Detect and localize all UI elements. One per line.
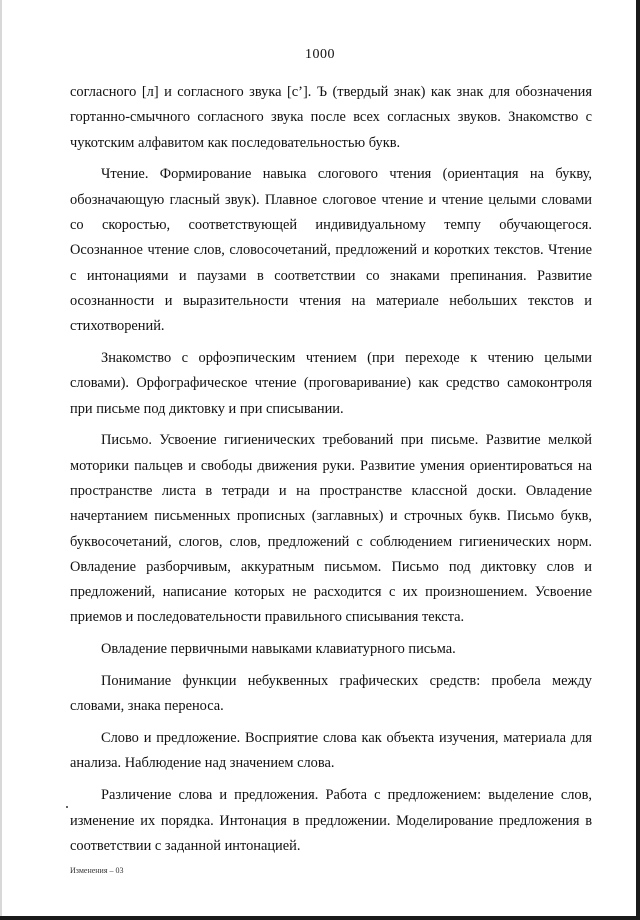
paragraph-writing: Письмо. Усвоение гигиенических требований при письме. Развитие мелкой моторики пальцев и свободы движения руки. Развитие умения ориентироваться на пространстве листа в тетради и на пространстве классной доски. Овладение начертанием письменных прописных (заглавных) и строчных букв. Письмо букв, буквосочетаний, слогов, слов, предложений с соблюдением гигиенических норм. Овладение разборчивым, аккуратным письмом. Письмо под диктовку слов и предложений, написание которых не расходится с их произношением. Усвоение приемов и последовательности правильного списывания текста. <box>70 432 592 626</box>
paragraph-orthoepic-reading: Знакомство с орфоэпическим чтением (при переходе к чтению целыми словами). Орфографическое чтение (проговаривание) как средство самоконтроля при письме под диктовку и при списывании. <box>70 349 592 417</box>
paragraph-distinguishing-word-sentence: Различение слова и предложения. Работа с предложением: выделение слов, изменение их порядка. Интонация в предложении. Моделирование предложения в соответствии с заданной интонацией. <box>70 787 592 854</box>
page-footer: Изменения – 03 <box>70 866 124 875</box>
paragraph-graphic-means: Понимание функции небуквенных графических средств: пробела между словами, знака переноса. <box>70 673 592 715</box>
paragraph-continuation: согласного [л] и согласного звука [с’]. Ъ (твердый знак) как знак для обозначения гортанно-смычного согласного звука после всех согласных звуков. Знакомство с чукотским алфавитом как последовательностью букв. <box>70 84 592 151</box>
document-body <box>70 80 592 866</box>
scan-speck <box>66 806 68 808</box>
paragraph-reading: Чтение. Формирование навыка слогового чтения (ориентация на букву, обозначающую гласный звук). Плавное слоговое чтение и чтение целыми словами со скоростью, соответствующей индивидуальному темпу обучающегося. Осознанное чтение слов, словосочетаний, предложений и коротких текстов. Чтение с интонациями и паузами в соответствии со знаками препинания. Развитие осознанности и выразительности чтения на материале небольших текстов и стихотворений. <box>70 166 592 335</box>
page-number: 1000 <box>305 47 335 62</box>
paragraph-keyboard-writing: Овладение первичными навыками клавиатурного письма. <box>101 641 456 658</box>
paragraph-word-and-sentence: Слово и предложение. Восприятие слова как объекта изучения, материала для анализа. Наблюдение над значением слова. <box>70 730 592 772</box>
